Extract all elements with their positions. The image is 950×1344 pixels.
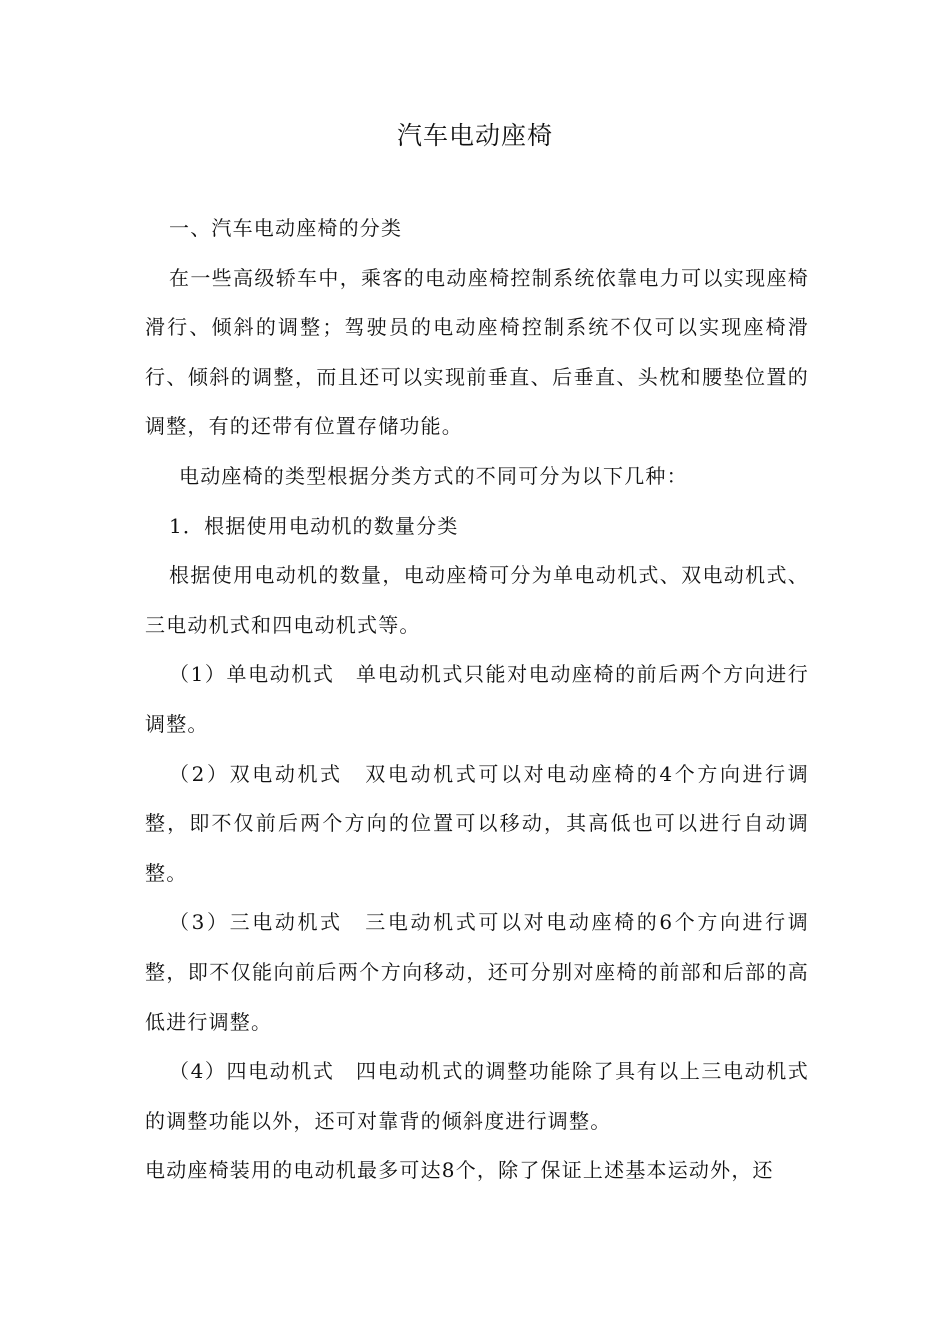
body-paragraph: 电动座椅装用的电动机最多可达8个，除了保证上述基本运动外，还 <box>145 1158 774 1183</box>
body-paragraph: 在一些高级轿车中，乘客的电动座椅控制系统依靠电力可以实现座椅滑行、倾斜的调整；驾驶员的电动座椅控制系统不仅可以实现座椅滑行、倾斜的调整，而且还可以实现前垂直、后垂直、头枕和腰垫位置的调整，有的还带有位置存储功能。 <box>145 265 809 439</box>
body-paragraph: 根据使用电动机的数量，电动座椅可分为单电动机式、双电动机式、三电动机式和四电动机式等。 <box>145 563 809 637</box>
section-heading: 一、汽车电动座椅的分类 <box>169 216 403 240</box>
subsection-heading: 1．根据使用电动机的数量分类 <box>169 513 459 538</box>
list-item: （3）三电动机式 三电动机式可以对电动座椅的6个方向进行调整，即不仅能向前后两个方向移动，还可分别对座椅的前部和后部的高低进行调整。 <box>145 910 809 1034</box>
body-paragraph: 电动座椅的类型根据分类方式的不同可分为以下几种： <box>179 463 688 488</box>
list-item: （1）单电动机式 单电动机式只能对电动座椅的前后两个方向进行调整。 <box>145 662 809 736</box>
list-item: （4）四电动机式 四电动机式的调整功能除了具有以上三电动机式的调整功能以外，还可对靠背的倾斜度进行调整。 <box>145 1059 809 1133</box>
document-body <box>145 204 809 1196</box>
document-title: 汽车电动座椅 <box>396 121 553 150</box>
list-item: （2）双电动机式 双电动机式可以对电动座椅的4个方向进行调整，即不仅前后两个方向的位置可以移动，其高低也可以进行自动调整。 <box>145 761 809 885</box>
